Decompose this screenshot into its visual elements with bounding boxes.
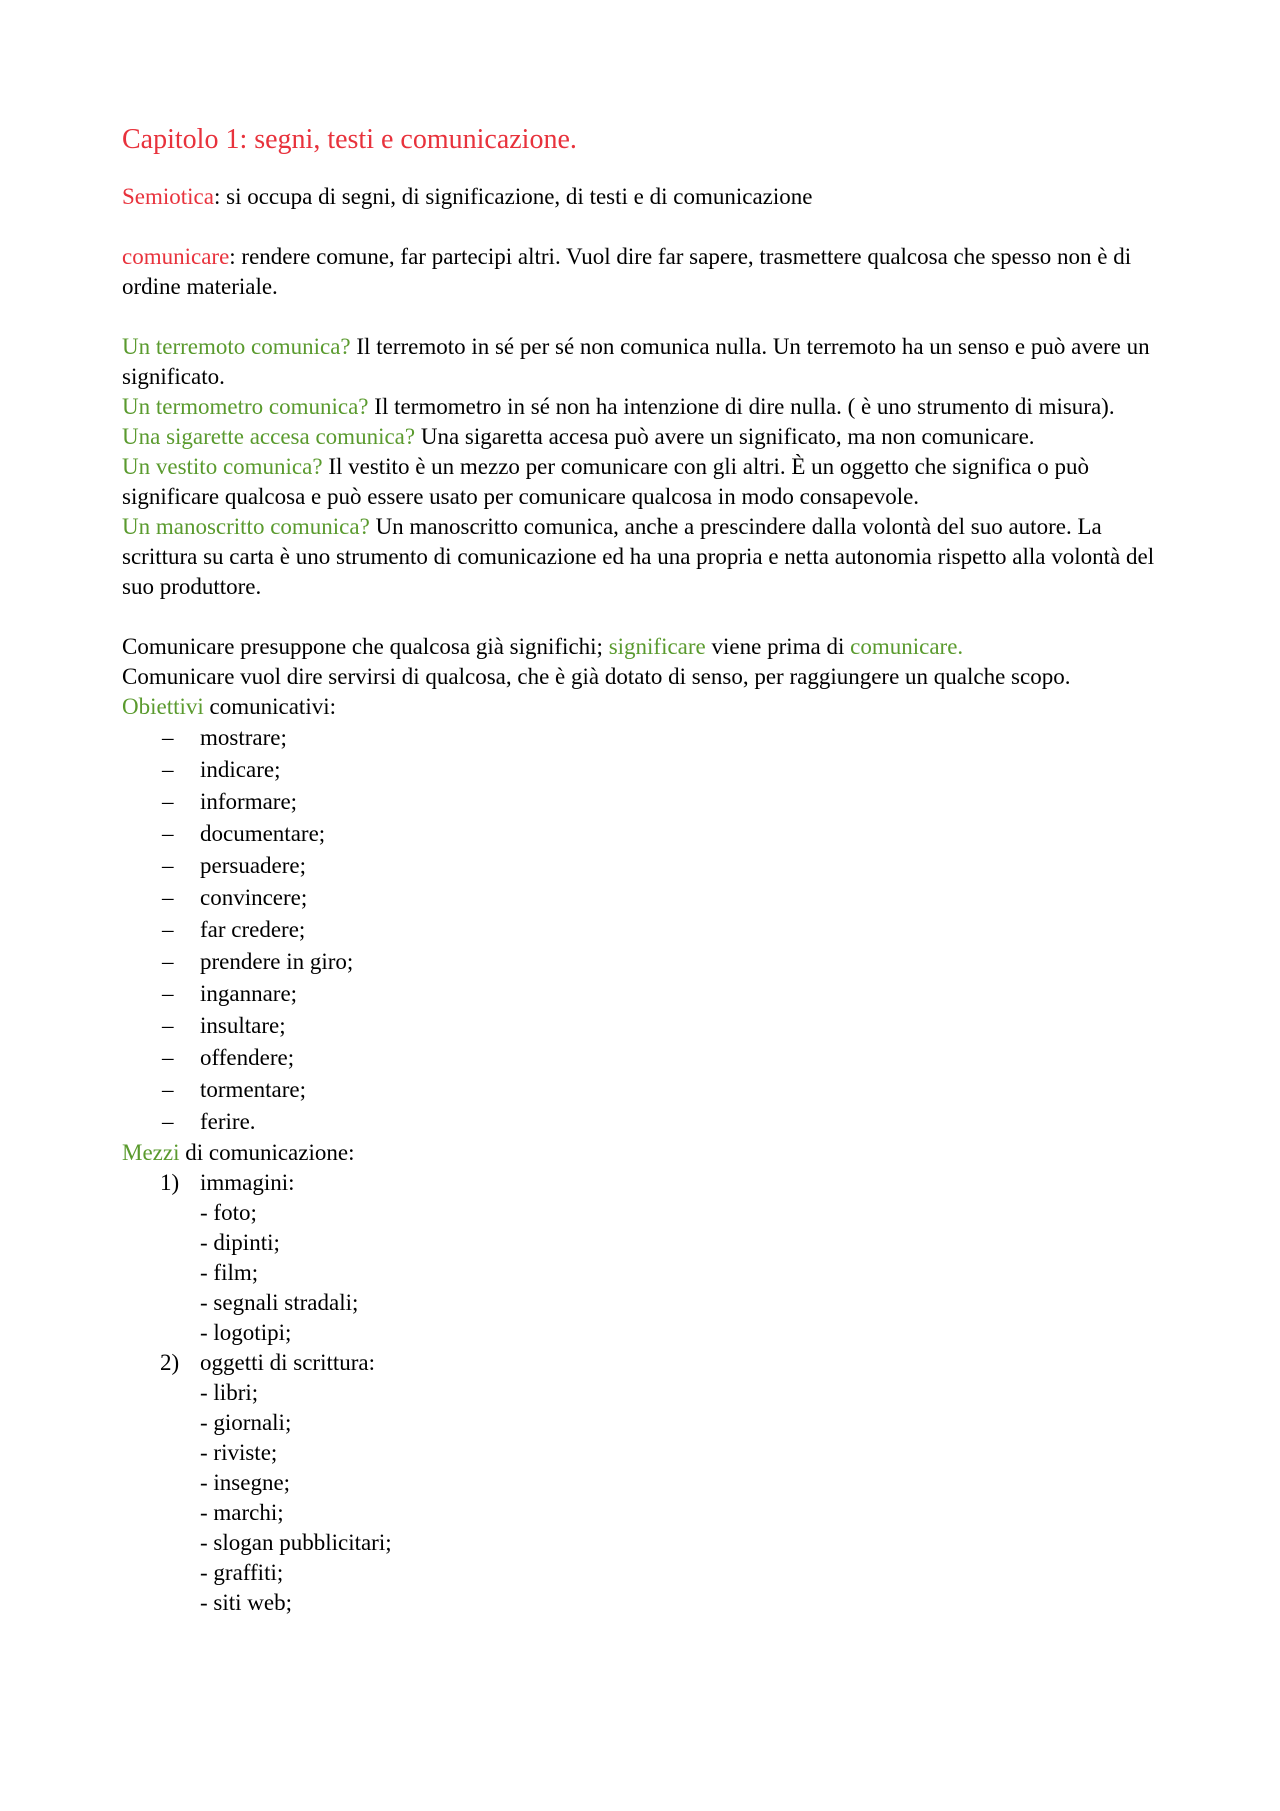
term-significare: significare: [608, 634, 706, 659]
questions-block: [122, 332, 1162, 602]
dash-bullet: –: [162, 853, 174, 878]
question-paragraph: [122, 422, 1162, 452]
mezzi-group-label: immagini:: [200, 1170, 295, 1195]
mezzi-group-label: oggetti di scrittura:: [200, 1350, 376, 1375]
term-obiettivi: Obiettivi: [122, 694, 204, 719]
list-item-text: ingannare;: [200, 981, 298, 1006]
list-item: [162, 1106, 1162, 1138]
list-item-text: mostrare;: [200, 725, 287, 750]
spacer: [122, 212, 1162, 242]
mezzi-list: [122, 1168, 1162, 1618]
obiettivi-list: [122, 722, 1162, 1138]
sublist-item: - logotipi;: [200, 1320, 292, 1345]
list-item-text: ferire.: [200, 1109, 256, 1134]
term-semiotica: Semiotica: [122, 184, 214, 209]
document-page: [122, 122, 1162, 1618]
mezzi-group: [160, 1168, 1162, 1348]
list-number: 2): [160, 1350, 180, 1375]
sublist-item: - marchi;: [200, 1500, 284, 1525]
definition-comunicare-text: : rendere comune, far partecipi altri. Vuol dire far sapere, trasmettere qualcosa che spesso non è di ordine materiale.: [122, 244, 1132, 299]
dash-bullet: –: [162, 917, 174, 942]
dash-bullet: –: [162, 757, 174, 782]
question-paragraph: [122, 392, 1162, 422]
list-item: [162, 882, 1162, 914]
dash-bullet: –: [162, 981, 174, 1006]
sublist-item: - film;: [200, 1260, 259, 1285]
mezzi-group: [160, 1348, 1162, 1618]
definition-semiotica-text: : si occupa di segni, di significazione, di testi e di comunicazione: [213, 184, 813, 209]
list-number: 1): [160, 1170, 180, 1195]
dash-bullet: –: [162, 949, 174, 974]
list-item: [162, 914, 1162, 946]
answer-text: Una sigaretta accesa può avere un significato, ma non comunicare.: [415, 424, 1035, 449]
question-text: Un termometro comunica?: [122, 394, 369, 419]
sublist-item: - siti web;: [200, 1590, 292, 1615]
list-item: [162, 754, 1162, 786]
question-text: Un manoscritto comunica?: [122, 514, 370, 539]
spacer: [122, 602, 1162, 632]
sublist-item: - slogan pubblicitari;: [200, 1530, 392, 1555]
question-text: Un vestito comunica?: [122, 454, 323, 479]
definition-semiotica: [122, 182, 1162, 212]
sublist-item: - insegne;: [200, 1470, 291, 1495]
list-item: [162, 978, 1162, 1010]
sublist-item: - giornali;: [200, 1410, 292, 1435]
dash-bullet: –: [162, 789, 174, 814]
list-item-text: tormentare;: [200, 1077, 307, 1102]
mezzi-heading-rest: di comunicazione:: [179, 1140, 355, 1165]
sublist-item: - foto;: [200, 1200, 257, 1225]
answer-text: Un manoscritto comunica, anche a prescindere dalla volontà del suo autore. La scrittura su carta è uno strumento di comunicazione ed ha una propria e netta autonomia rispetto alla volontà del suo produttore.: [122, 514, 1155, 599]
presupposto-text: viene prima di: [705, 634, 851, 659]
list-item: [162, 850, 1162, 882]
definition-comunicare: [122, 242, 1162, 302]
obiettivi-heading-rest: comunicativi:: [203, 694, 336, 719]
dash-bullet: –: [162, 1013, 174, 1038]
question-paragraph: [122, 452, 1162, 512]
sublist-item: - segnali stradali;: [200, 1290, 359, 1315]
list-item: [162, 722, 1162, 754]
term-comunicare-green: comunicare: [850, 634, 958, 659]
spacer: [122, 302, 1162, 332]
list-item: [162, 818, 1162, 850]
list-item-text: documentare;: [200, 821, 326, 846]
dash-bullet: –: [162, 1077, 174, 1102]
answer-text: Il termometro in sé non ha intenzione di dire nulla. ( è uno strumento di misura).: [368, 394, 1115, 419]
mezzi-sublist: [200, 1378, 1162, 1618]
mezzi-heading: [122, 1138, 1162, 1168]
list-item-text: persuadere;: [200, 853, 306, 878]
list-item-text: convincere;: [200, 885, 308, 910]
list-item: [162, 786, 1162, 818]
presupposto-text: Comunicare presuppone che qualcosa già significhi;: [122, 634, 609, 659]
mezzi-sublist: [200, 1198, 1162, 1348]
dash-bullet: –: [162, 1045, 174, 1070]
list-item: [162, 1074, 1162, 1106]
sublist-item: - riviste;: [200, 1440, 278, 1465]
list-item: [162, 946, 1162, 978]
list-item-text: indicare;: [200, 757, 281, 782]
list-item-text: informare;: [200, 789, 298, 814]
chapter-title: Capitolo 1: segni, testi e comunicazione.: [122, 124, 577, 155]
presupposto-period: .: [957, 634, 964, 659]
sublist-item: - dipinti;: [200, 1230, 280, 1255]
obiettivi-heading: [122, 692, 1162, 722]
list-item-text: prendere in giro;: [200, 949, 354, 974]
list-item-text: insultare;: [200, 1013, 286, 1038]
question-paragraph: [122, 332, 1162, 392]
dash-bullet: –: [162, 725, 174, 750]
question-text: Una sigarette accesa comunica?: [122, 424, 416, 449]
sublist-item: - graffiti;: [200, 1560, 284, 1585]
presupposto-line2: Comunicare vuol dire servirsi di qualcosa, che è già dotato di senso, per raggiungere un qualche scopo.: [122, 664, 1071, 689]
answer-text: Il vestito è un mezzo per comunicare con gli altri. È un oggetto che significa o può significare qualcosa e può essere usato per comunicare qualcosa in modo consapevole.: [122, 454, 1089, 509]
answer-text: Il terremoto in sé per sé non comunica nulla. Un terremoto ha un senso e può avere un significato.: [122, 334, 1150, 389]
dash-bullet: –: [162, 821, 174, 846]
dash-bullet: –: [162, 885, 174, 910]
list-item: [162, 1010, 1162, 1042]
sublist-item: - libri;: [200, 1380, 259, 1405]
presupposto-paragraph: [122, 632, 1162, 662]
list-item-text: far credere;: [200, 917, 306, 942]
list-item: [162, 1042, 1162, 1074]
list-item-text: offendere;: [200, 1045, 295, 1070]
term-mezzi: Mezzi: [122, 1140, 180, 1165]
term-comunicare: comunicare: [122, 244, 230, 269]
dash-bullet: –: [162, 1109, 174, 1134]
question-text: Un terremoto comunica?: [122, 334, 351, 359]
question-paragraph: [122, 512, 1162, 602]
